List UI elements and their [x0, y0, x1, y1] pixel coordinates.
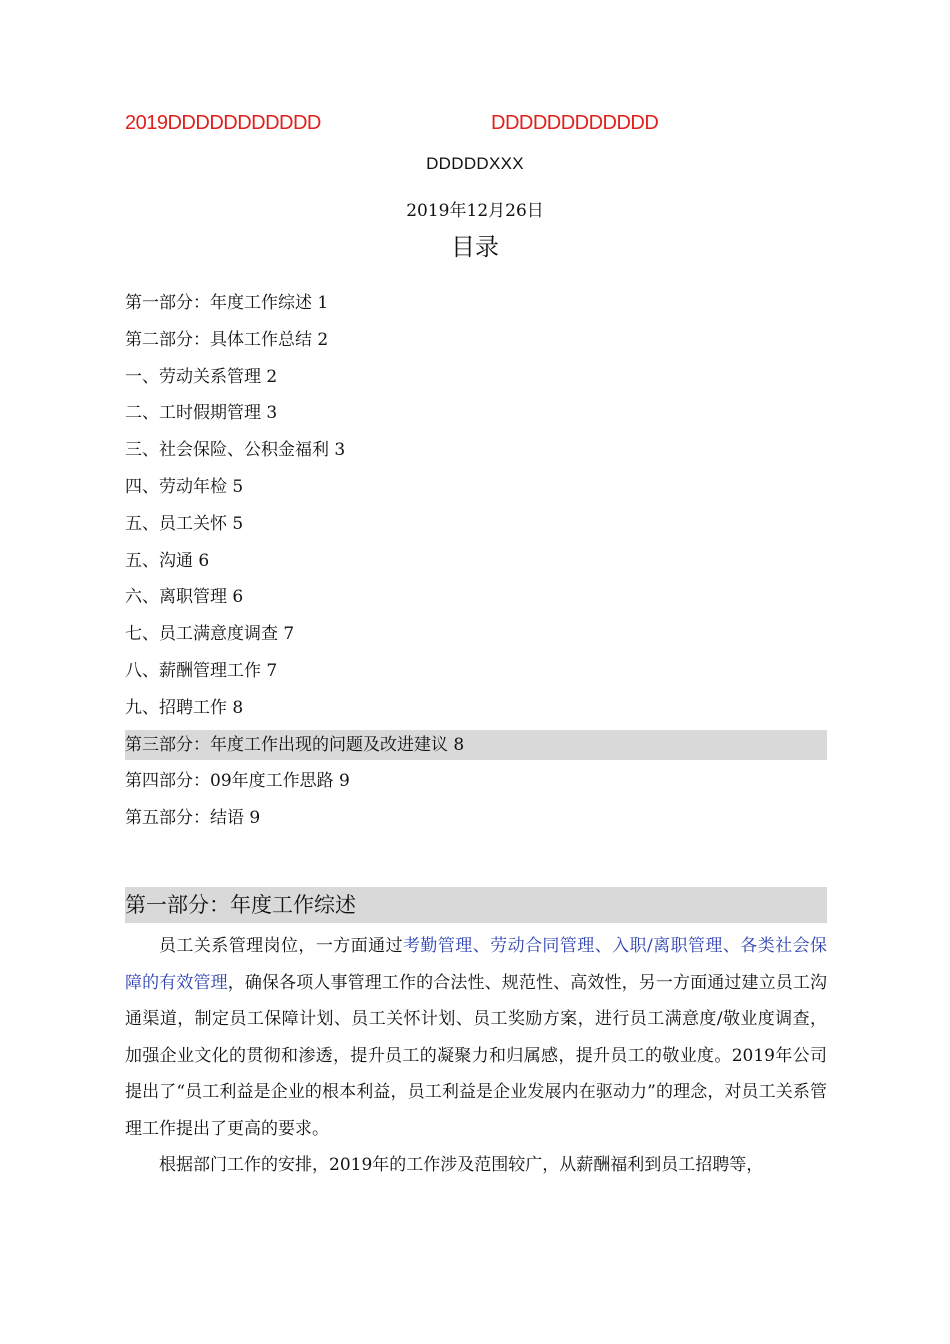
paragraph: 根据部门工作的安排，2019年的工作涉及范围较广，从薪酬福利到员工招聘等， — [159, 1155, 764, 1175]
paragraph-text: ，确保各项人事管理工作的合法性、规范性、高效性，另一方面通过建立员工沟通渠道，制定员工保障计划、员工关怀计划、员工奖励方案，进行员工满意度/敬业度调查，加强企业文化的贯彻和渗透，提升员工的凝聚力和归属感，提升员工的敬业度。2019年公司提出了“员工利益是企业的根本利益，员工利益是企业发展内在驱动力”的理念，对员工关系管理工作提出了更高的要求。 — [125, 972, 827, 1139]
author-line: DDDDDXXX — [426, 154, 524, 173]
paragraph-text: 员工关系管理岗位，一方面通过 — [159, 936, 403, 956]
toc-item[interactable]: 九、招聘工作 8 — [125, 697, 244, 718]
toc-item[interactable]: 五、沟通 6 — [125, 550, 210, 571]
paragraph — [125, 928, 827, 1147]
date-line: 2019年12月26日 — [406, 201, 544, 221]
toc-item[interactable]: 二、工时假期管理 3 — [125, 403, 278, 424]
toc-item[interactable]: 四、劳动年检 5 — [125, 476, 244, 497]
toc-item[interactable]: 第一部分：年度工作综述 1 — [125, 293, 329, 313]
toc-item[interactable]: 一、劳动关系管理 2 — [125, 366, 278, 387]
section-heading: 第一部分：年度工作综述 — [125, 887, 827, 923]
toc-item-highlighted[interactable]: 第三部分：年度工作出现的问题及改进建议 8 — [125, 730, 827, 760]
toc-item[interactable]: 八、薪酬管理工作 7 — [125, 660, 278, 681]
toc-item[interactable]: 七、员工满意度调查 7 — [125, 624, 295, 645]
toc-item[interactable]: 第四部分：09年度工作思路 9 — [125, 771, 350, 792]
header-left-title: 2019DDDDDDDDDDD — [125, 112, 321, 134]
toc-item[interactable]: 五、员工关怀 5 — [125, 513, 244, 534]
section-body — [125, 928, 827, 1184]
toc-item[interactable]: 六、离职管理 6 — [125, 587, 244, 608]
header-right-title: DDDDDDDDDDDD — [491, 112, 659, 134]
toc-title: 目录 — [451, 233, 499, 261]
highlighted-phrase: 考勤管理、劳动合同管理、入职/离职管理、各类社会保障的有效管理 — [125, 936, 827, 993]
toc-item[interactable]: 三、社会保险、公积金福利 3 — [125, 440, 346, 461]
table-of-contents — [125, 288, 827, 840]
toc-item[interactable]: 第五部分：结语 9 — [125, 808, 261, 829]
toc-item[interactable]: 第二部分：具体工作总结 2 — [125, 329, 329, 350]
